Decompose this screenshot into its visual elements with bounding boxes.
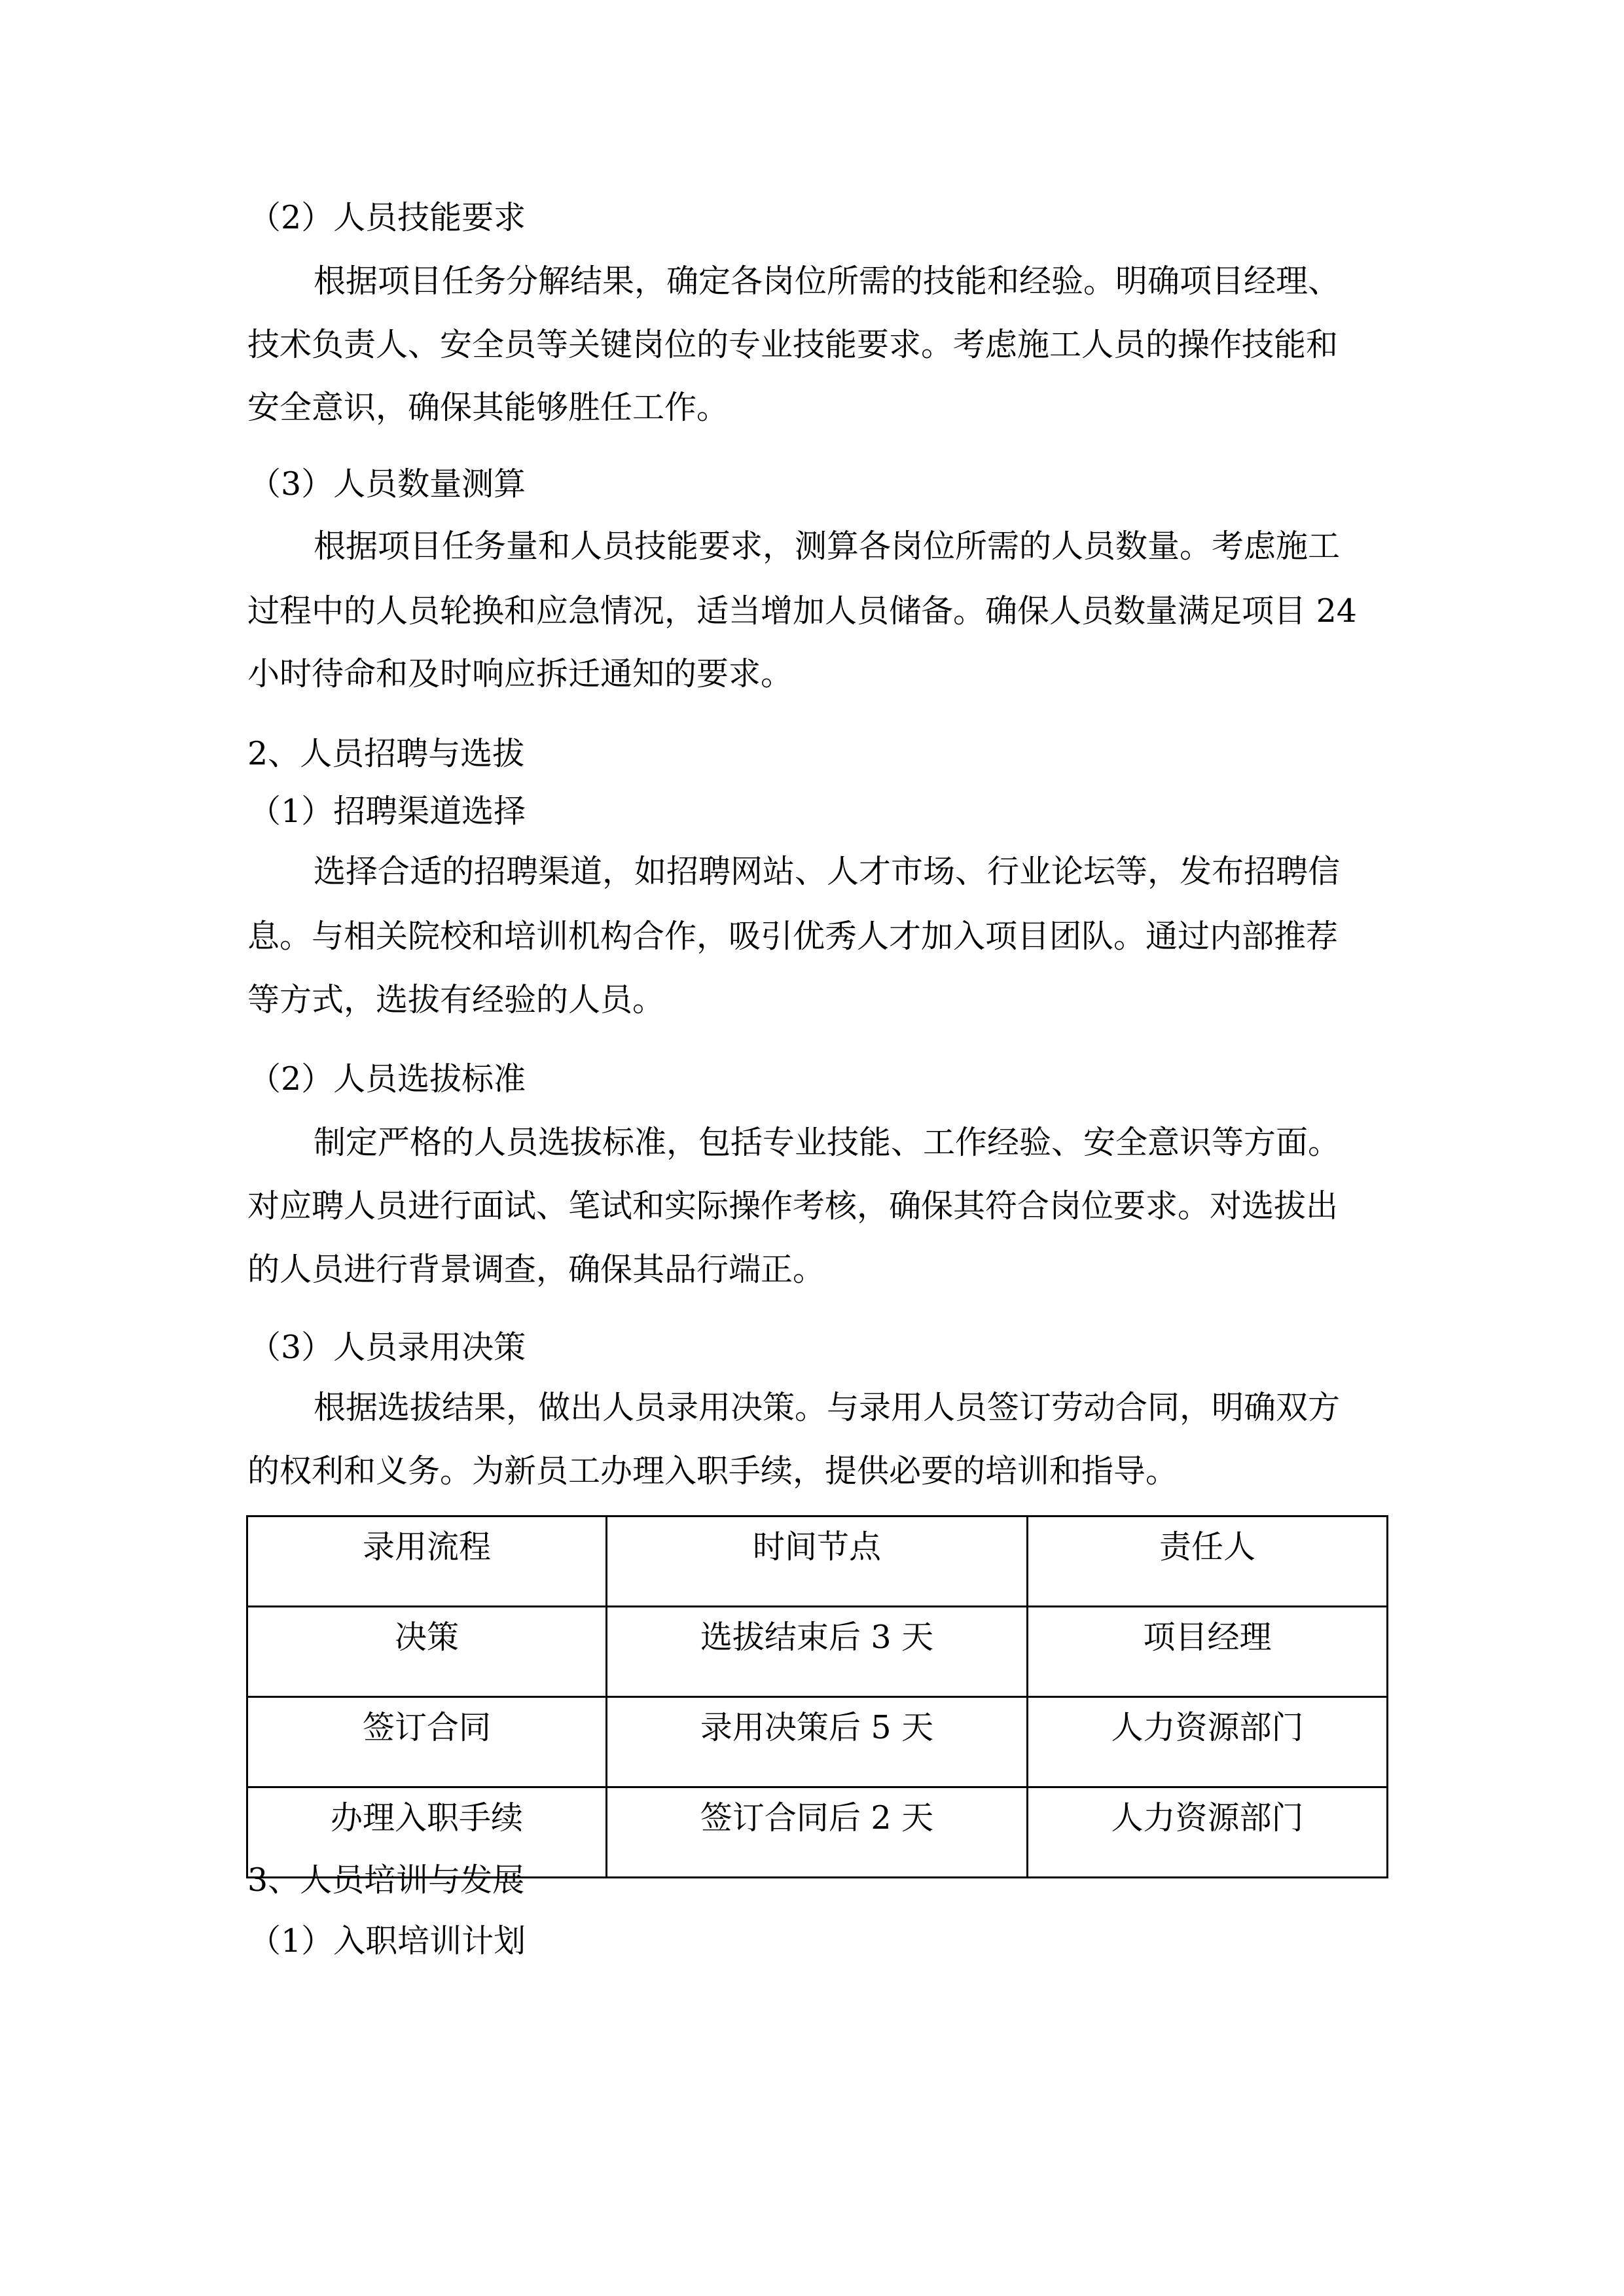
table-cell: 人力资源部门 [1028, 1697, 1388, 1787]
paragraph-line: 根据项目任务量和人员技能要求，测算各岗位所需的人员数量。考虑施工 [314, 528, 1341, 565]
section-title-recruitment: 2、人员招聘与选拔 [247, 735, 525, 772]
paragraph-line: 安全意识，确保其能够胜任工作。 [247, 389, 729, 426]
table-cell: 办理入职手续 [247, 1787, 607, 1878]
paragraph-line: 选择合适的招聘渠道，如招聘网站、人才市场、行业论坛等，发布招聘信 [314, 853, 1341, 890]
paragraph-line: 制定严格的人员选拔标准，包括专业技能、工作经验、安全意识等方面。 [314, 1124, 1341, 1161]
section-heading: （1）入职培训计划 [249, 1922, 526, 1960]
table-row [247, 1607, 1388, 1697]
paragraph-line: 根据选拔结果，做出人员录用决策。与录用人员签订劳动合同，明确双方 [314, 1389, 1341, 1426]
table-cell: 选拔结束后 3 天 [607, 1607, 1028, 1697]
table-header-cell: 录用流程 [247, 1516, 607, 1607]
section-title-training: 3、人员培训与发展 [247, 1861, 525, 1899]
table-cell: 项目经理 [1028, 1607, 1388, 1697]
hiring-process-table [246, 1515, 1388, 1878]
section-heading: （1）招聘渠道选择 [249, 793, 526, 830]
paragraph-line: 小时待命和及时响应拆迁通知的要求。 [247, 655, 793, 692]
table-header-cell: 时间节点 [607, 1516, 1028, 1607]
paragraph-line: 技术负责人、安全员等关键岗位的专业技能要求。考虑施工人员的操作技能和 [247, 326, 1339, 363]
table-header-cell: 责任人 [1028, 1516, 1388, 1607]
table-cell: 决策 [247, 1607, 607, 1697]
paragraph-line: 的权利和义务。为新员工办理入职手续，提供必要的培训和指导。 [247, 1452, 1178, 1490]
section-heading: （3）人员数量测算 [249, 465, 526, 503]
section-heading: （2）人员技能要求 [249, 199, 526, 236]
paragraph-line: 对应聘人员进行面试、笔试和实际操作考核，确保其符合岗位要求。对选拔出 [247, 1187, 1339, 1225]
paragraph-line: 的人员进行背景调查，确保其品行端正。 [247, 1251, 825, 1288]
table-cell: 录用决策后 5 天 [607, 1697, 1028, 1787]
section-heading: （3）人员录用决策 [249, 1329, 526, 1366]
paragraph-line: 等方式，选拔有经验的人员。 [247, 981, 665, 1018]
paragraph-line: 息。与相关院校和培训机构合作，吸引优秀人才加入项目团队。通过内部推荐 [247, 918, 1339, 955]
table-row [247, 1697, 1388, 1787]
section-heading: （2）人员选拔标准 [249, 1060, 526, 1098]
table-cell: 签订合同 [247, 1697, 607, 1787]
table-cell: 签订合同后 2 天 [607, 1787, 1028, 1878]
paragraph-line: 根据项目任务分解结果，确定各岗位所需的技能和经验。明确项目经理、 [314, 262, 1341, 300]
table-header-row [247, 1516, 1388, 1607]
table-cell: 人力资源部门 [1028, 1787, 1388, 1878]
paragraph-line: 过程中的人员轮换和应急情况，适当增加人员储备。确保人员数量满足项目 24 [247, 592, 1357, 630]
